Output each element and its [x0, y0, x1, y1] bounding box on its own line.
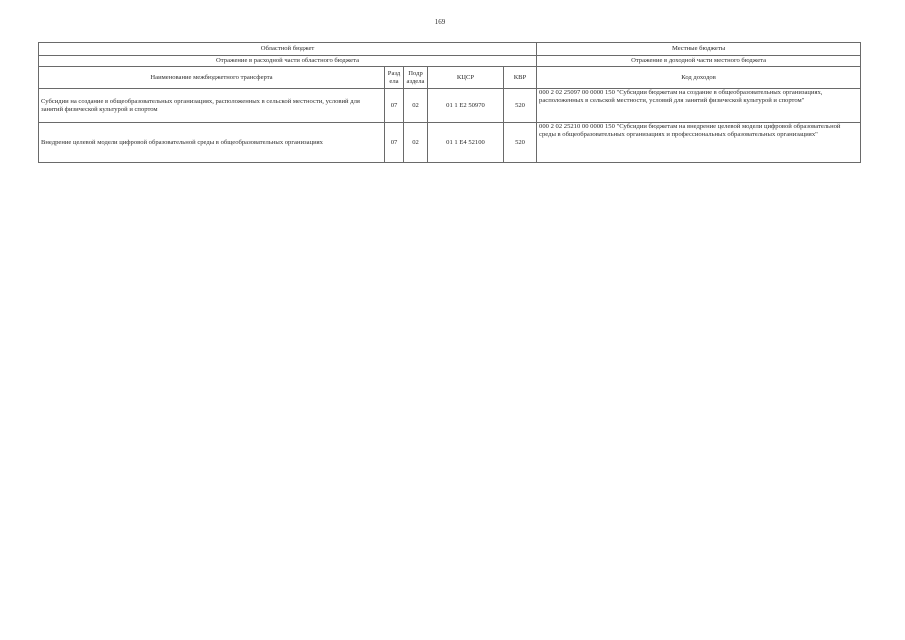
- kvr-cell: 520: [504, 89, 537, 123]
- podrazdel-column-header: Подр аздела: [404, 67, 428, 89]
- local-income-header: Отражение в доходной части местного бюджета: [537, 56, 861, 67]
- razdel-cell: 07: [385, 123, 404, 163]
- transfer-name-cell: Внедрение целевой модели цифровой образовательной среды в общеобразовательных организациях: [39, 123, 385, 163]
- table-row: [39, 123, 861, 163]
- regional-expense-header: Отражение в расходной части областного бюджета: [39, 56, 537, 67]
- header-row-columns: [39, 67, 861, 89]
- kvr-column-header: КВР: [504, 67, 537, 89]
- local-budgets-header: Местные бюджеты: [537, 43, 861, 56]
- podrazdel-cell: 02: [404, 89, 428, 123]
- kcsr-cell: 01 1 E2 50970: [428, 89, 504, 123]
- podrazdel-cell: 02: [404, 123, 428, 163]
- header-row-budgets: [39, 43, 861, 56]
- header-row-reflection: [39, 56, 861, 67]
- table-row: [39, 89, 861, 123]
- kcsr-column-header: КЦСР: [428, 67, 504, 89]
- transfer-name-cell: Субсидии на создание в общеобразовательных организациях, расположенных в сельской местности, условий для занятий физической культурой и спортом: [39, 89, 385, 123]
- razdel-column-header: Разд ела: [385, 67, 404, 89]
- income-code-cell: 000 2 02 25210 00 0000 150 "Субсидии бюджетам на внедрение целевой модели цифровой образовательной среды в общеобразовательных организациях и профессиональных образовательных организациях": [537, 123, 861, 163]
- page-number: 169: [434, 18, 446, 26]
- regional-budget-header: Областной бюджет: [39, 43, 537, 56]
- kvr-cell: 520: [504, 123, 537, 163]
- income-code-column-header: Код доходов: [537, 67, 861, 89]
- interbudget-transfer-table: [38, 42, 861, 163]
- income-code-cell: 000 2 02 25097 00 0000 150 "Субсидии бюджетам на создание в общеобразовательных организациях, расположенных в сельской местности, условий для занятий физической культурой и спортом": [537, 89, 861, 123]
- transfer-name-column-header: Наименование межбюджетного трансферта: [39, 67, 385, 89]
- razdel-cell: 07: [385, 89, 404, 123]
- kcsr-cell: 01 1 E4 52100: [428, 123, 504, 163]
